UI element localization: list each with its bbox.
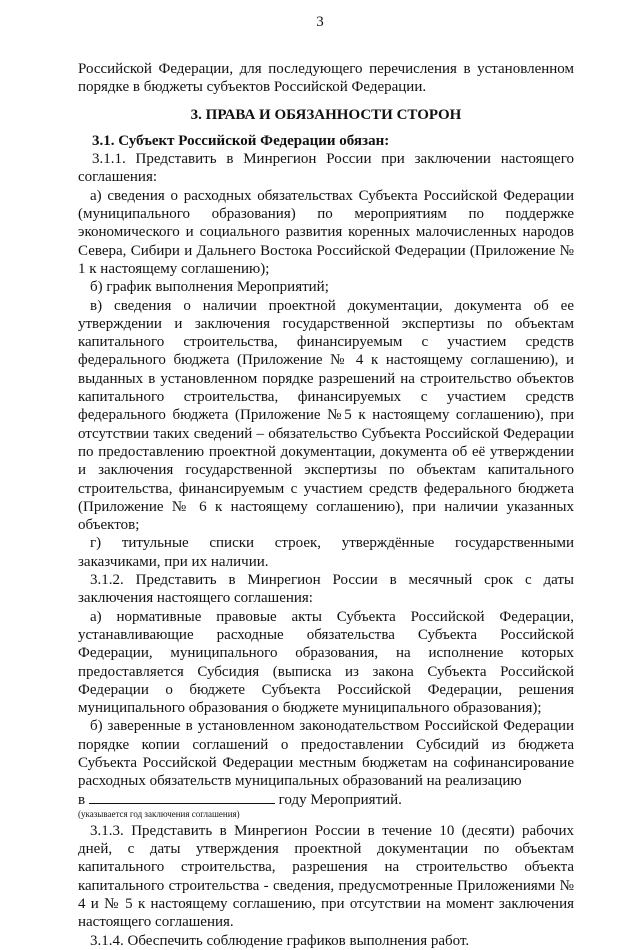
year-suffix: году Мероприятий. (278, 791, 402, 808)
clause-3-1-2-b: б) заверенные в установленном законодательством Российской Федерации порядке копии соглашений о предоставлении Субсидий из бюджета Субъекта Российской Федерации местным бюджетам на софинансирование расходных обязательств муниципальных образований на реализацию (78, 718, 574, 790)
section-title: 3. ПРАВА И ОБЯЗАННОСТИ СТОРОН (190, 106, 462, 123)
clause-3-1-1-b: б) график выполнения Мероприятий; (90, 279, 329, 296)
subsection-title: 3.1. Субъект Российской Федерации обязан: (92, 132, 390, 149)
page-number: 3 (316, 14, 324, 30)
clause-3-1-1: 3.1.1. Представить в Минрегион России при заключении настоящего соглашения: (78, 151, 574, 186)
intro-paragraph: Российской Федерации, для последующего перечисления в установленном порядке в бюджеты субъектов Российской Федерации. (78, 61, 574, 96)
clause-3-1-1-v: в) сведения о наличии проектной документации, документа об ее утверждении и заключения государственной экспертизы по объектам капитального строительства, финансируемым с участием средств федерального бюджета (Приложение № 4 к настоящему соглашению), и выданных в установленном порядке разрешений на строительство объектов капитального строительства, финансируемых с участием средств федерального бюджета (Приложение №5 к настоящему соглашению), при отсутствии таких сведений – обязательство Субъекта Российской Федерации по предоставлению проектной документации, документа об её утверждении и заключения государственной экспертизы по объектам капитального строительства, финансируемым с участием средств федерального бюджета (Приложение № 6 к настоящему соглашению), при наличии указанных объектов; (78, 297, 574, 534)
year-prefix: в (78, 791, 86, 808)
clause-3-1-4: 3.1.4. Обеспечить соблюдение графиков выполнения работ. (90, 932, 470, 949)
clause-3-1-2-b-end (78, 791, 574, 809)
clause-3-1-2: 3.1.2. Представить в Минрегион России в месячный срок с даты заключения настоящего соглашения: (78, 572, 574, 607)
clause-3-1-2-a: а) нормативные правовые акты Субъекта Российской Федерации, устанавливающие расходные обязательства Субъекта Российской Федерации, муниципального образования, на исполнение которых предоставляется Субсидия (выписка из закона Субъекта Российской Федерации о бюджете Субъекта Российской Федерации, решения муниципального образования о бюджете муниципального образования); (78, 608, 574, 717)
clause-3-1-3: 3.1.3. Представить в Минрегион России в течение 10 (десяти) рабочих дней, с даты утверждения проектной документации по объектам капитального строительства, разрешения на строительство объекта капитального строительства - сведения, предусмотренные Приложениями № 4 и № 5 к настоящему соглашению, при отсутствии на момент заключения настоящего соглашения. (78, 822, 574, 931)
clause-3-1-1-g: г) титульные списки строек, утверждённые государственными заказчиками, при их наличии. (78, 535, 574, 570)
year-footnote: (указывается год заключения соглашения) (78, 808, 240, 819)
year-blank-field (89, 791, 275, 804)
document-body (78, 60, 574, 950)
clause-3-1-1-a: а) сведения о расходных обязательствах Субъекта Российской Федерации (муниципального образования) по мероприятиям по поддержке экономического и социального развития коренных малочисленных народов Севера, Сибири и Дальнего Востока Российской Федерации (Приложение № 1 к настоящему соглашению); (78, 187, 574, 277)
